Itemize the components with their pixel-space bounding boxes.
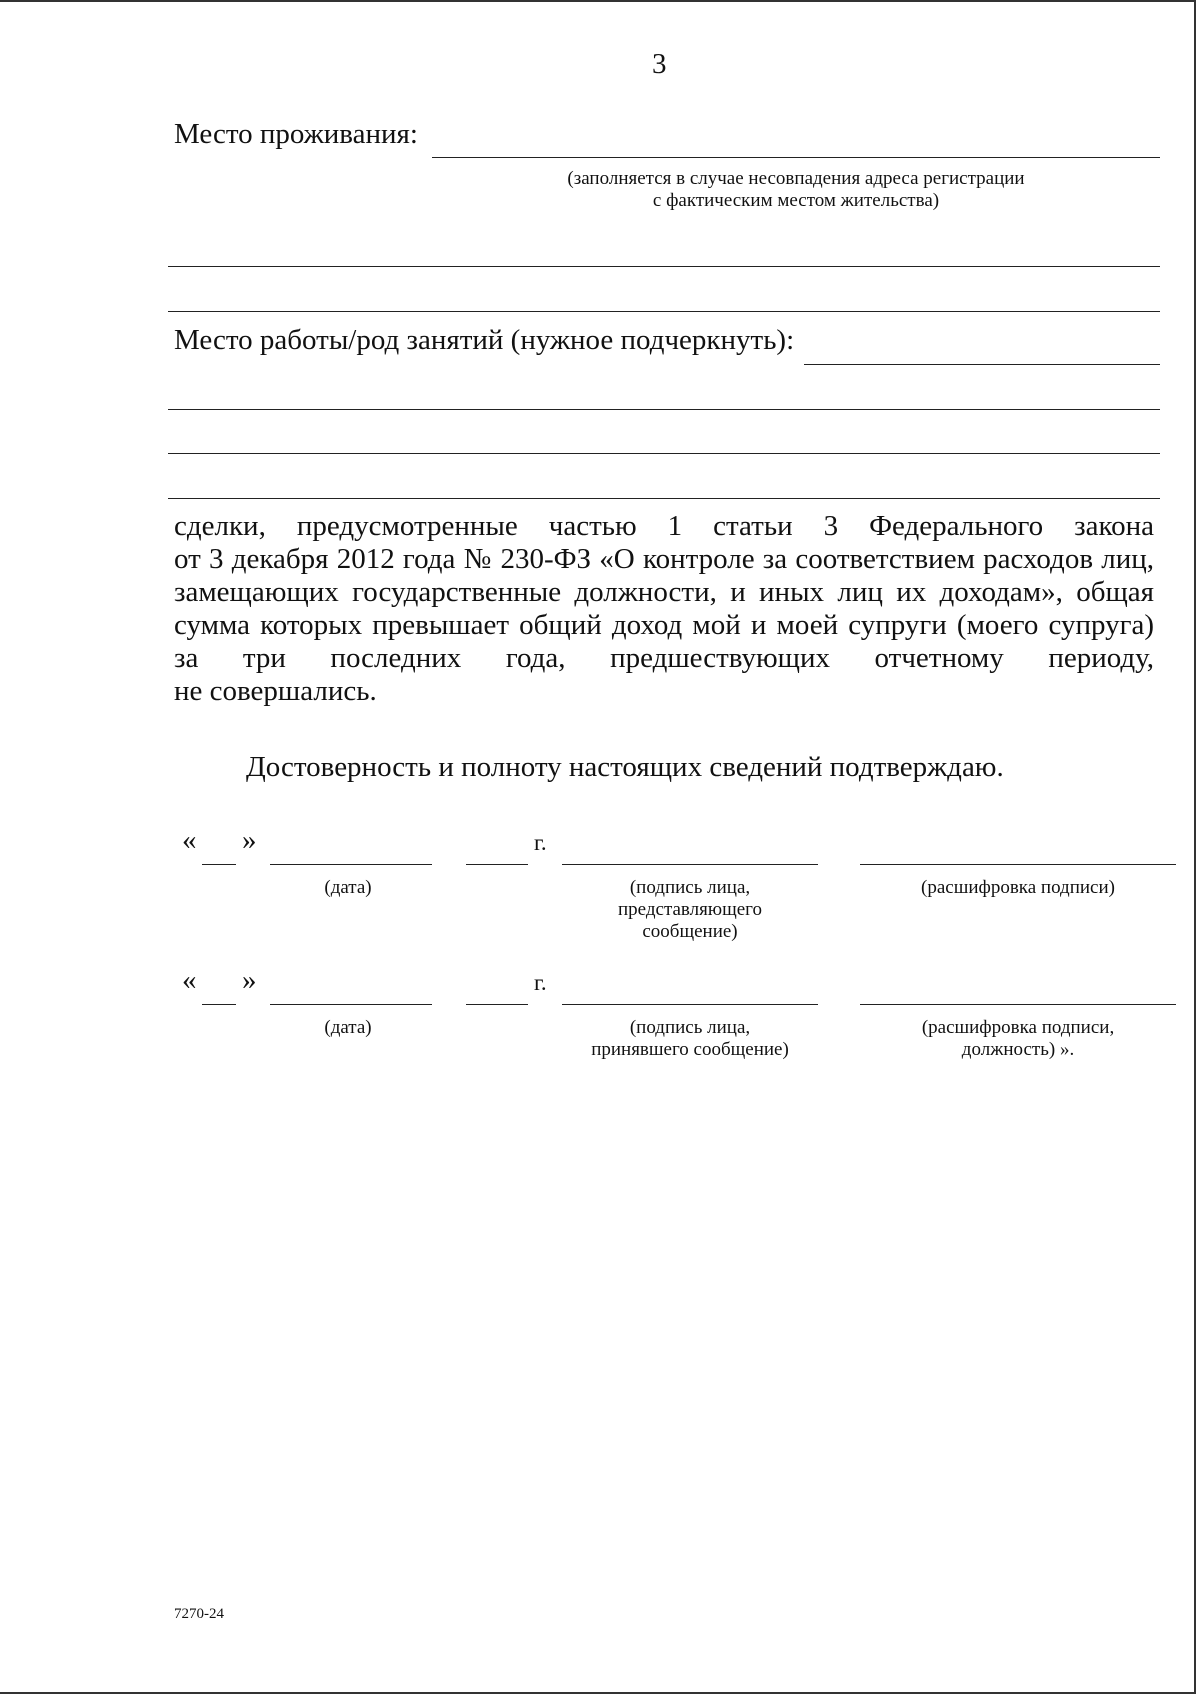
work-label: Место работы/род занятий (нужное подчеркнуть):	[174, 324, 795, 356]
year-field-line[interactable]	[466, 1004, 528, 1005]
date-caption: (дата)	[324, 877, 372, 898]
residence-label: Место проживания:	[174, 118, 418, 150]
signature-caption-line: представляющего	[618, 899, 762, 920]
statement-line: за три последних года, предшествующих отчетному периоду,	[174, 642, 1154, 674]
quote-close: »	[242, 824, 257, 856]
work-extra-line-3[interactable]	[168, 498, 1160, 499]
decode-caption	[870, 1017, 1166, 1061]
signature-caption	[570, 1017, 810, 1061]
year-field-line[interactable]	[466, 864, 528, 865]
statement-line: сделки, предусмотренные частью 1 статьи 3 Федерального закона	[174, 510, 1154, 542]
signature-field-line[interactable]	[562, 1004, 818, 1005]
footer-code: 7270-24	[174, 1606, 224, 1622]
month-field-line[interactable]	[270, 864, 432, 865]
work-extra-line-2[interactable]	[168, 453, 1160, 454]
signature-caption	[570, 877, 810, 943]
residence-field-line[interactable]	[432, 157, 1160, 158]
decode-field-line[interactable]	[860, 864, 1176, 865]
residence-extra-line-1[interactable]	[168, 266, 1160, 267]
signature-field-line[interactable]	[562, 864, 818, 865]
page-number: 3	[652, 48, 667, 80]
signature-caption-line: принявшего сообщение)	[591, 1039, 789, 1060]
day-field-line[interactable]	[202, 864, 236, 865]
quote-open: «	[182, 824, 197, 856]
residence-extra-line-2[interactable]	[168, 311, 1160, 312]
residence-note	[520, 168, 1072, 212]
statement-line: сумма которых превышает общий доход мой и моей супруги (моего супруга)	[174, 609, 1154, 641]
decode-field-line[interactable]	[860, 1004, 1176, 1005]
work-extra-line-1[interactable]	[168, 409, 1160, 410]
statement-paragraph	[174, 510, 1154, 708]
date-caption: (дата)	[324, 1017, 372, 1038]
decode-caption: (расшифровка подписи)	[921, 877, 1115, 898]
day-field-line[interactable]	[202, 1004, 236, 1005]
decode-caption-line: (расшифровка подписи,	[921, 1017, 1115, 1038]
statement-line: от 3 декабря 2012 года № 230-ФЗ «О контроле за соответствием расходов лиц,	[174, 543, 1154, 575]
statement-line: замещающих государственные должности, и иных лиц их доходам», общая	[174, 576, 1154, 608]
confirmation-text: Достоверность и полноту настоящих сведений подтверждаю.	[246, 751, 1004, 783]
signature-caption-line: (подпись лица,	[629, 877, 751, 898]
signature-caption-line: (подпись лица,	[629, 1017, 751, 1038]
month-field-line[interactable]	[270, 1004, 432, 1005]
work-field-line[interactable]	[804, 364, 1160, 365]
residence-note-line1: (заполняется в случае несовпадения адреса регистрации	[567, 168, 1025, 189]
quote-close: »	[242, 964, 257, 996]
year-suffix: г.	[534, 830, 547, 855]
quote-open: «	[182, 964, 197, 996]
residence-note-line2: с фактическим местом жительства)	[652, 190, 940, 211]
year-suffix: г.	[534, 970, 547, 995]
decode-caption-line: должность) ».	[961, 1039, 1075, 1060]
statement-line: не совершались.	[174, 675, 377, 707]
signature-caption-line: сообщение)	[642, 921, 738, 942]
